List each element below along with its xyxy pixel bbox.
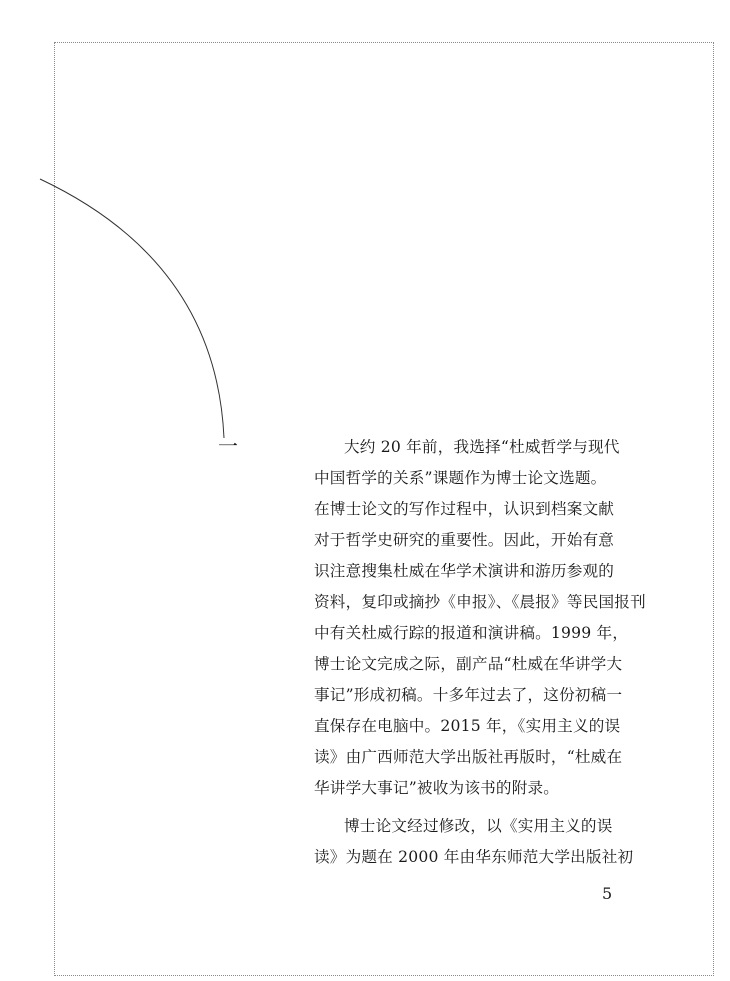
text-line: 对于哲学史研究的重要性。因此，开始有意	[314, 531, 615, 549]
text-line: 中有关杜威行踪的报道和演讲稿。1999 年，	[314, 624, 629, 642]
page-number: 5	[602, 884, 613, 903]
text-line: 在博士论文的写作过程中，认识到档案文献	[314, 500, 615, 518]
paragraph-1	[314, 432, 646, 804]
text-line: 识注意搜集杜威在华学术演讲和游历参观的	[314, 562, 615, 580]
text-line: 资料，复印或摘抄《申报》、《晨报》等民国报刊	[314, 593, 646, 611]
text-line: 博士论文完成之际，副产品“杜威在华讲学大	[314, 655, 623, 673]
text-line: 博士论文经过修改，以《实用主义的误	[344, 817, 613, 835]
paragraph-2	[314, 811, 634, 873]
text-line: 中国哲学的关系”课题作为博士论文选题。	[314, 469, 607, 487]
text-line: 华讲学大事记”被收为该书的附录。	[314, 779, 560, 797]
text-line: 读》为题在 2000 年由华东师范大学出版社初	[314, 848, 634, 866]
body-text	[314, 432, 646, 873]
text-line: 事记”形成初稿。十多年过去了，这份初稿一	[314, 686, 623, 704]
text-line: 大约 20 年前，我选择“杜威哲学与现代	[344, 438, 620, 456]
chapter-number: 一	[218, 434, 238, 458]
text-line: 直保存在电脑中。2015 年，《实用主义的误	[314, 717, 621, 735]
text-line: 读》由广西师范大学出版社再版时，“杜威在	[314, 748, 623, 766]
